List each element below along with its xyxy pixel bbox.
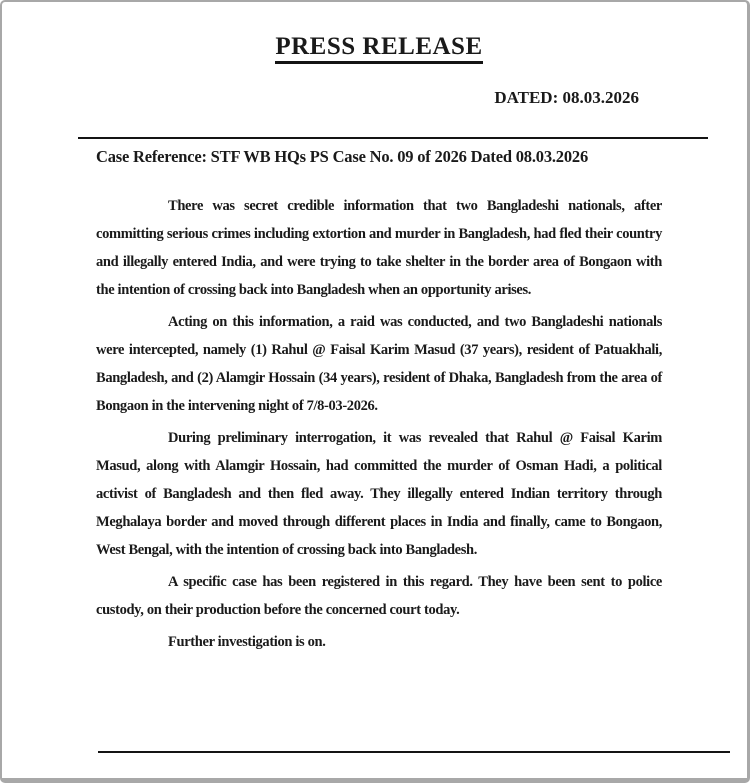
dated-line: DATED: 08.03.2026 xyxy=(494,88,639,107)
paragraph-further-investigation: Further investigation is on. xyxy=(168,634,326,650)
case-reference-line: Case Reference: STF WB HQs PS Case No. 09 of 2026 Dated 08.03.2026 xyxy=(96,147,588,166)
paragraph-secret-information: There was secret credible information that two Bangladeshi nationals, after committing serious crimes including extortion and murder in Bangladesh, had fled their country and illegally entered India, and were trying to take shelter in the border area of Bongaon with the intention of crossing back into Bangladesh when an opportunity arises. xyxy=(96,198,662,298)
header-divider xyxy=(78,137,708,139)
paragraph-case-registered: A specific case has been registered in this regard. They have been sent to police custody, on their production before the concerned court today. xyxy=(96,574,662,618)
paragraph-interrogation: During preliminary interrogation, it was revealed that Rahul @ Faisal Karim Masud, along with Alamgir Hossain, had committed the murder of Osman Hadi, a political activist of Bangladesh and then fled away. They illegally entered Indian territory through Meghalaya border and moved through different places in India and finally, came to Bongaon, West Bengal, with the intention of crossing back into Bangladesh. xyxy=(96,430,662,558)
document-title-text: PRESS RELEASE xyxy=(275,33,482,64)
document-title xyxy=(96,33,662,61)
paragraph-raid-interception: Acting on this information, a raid was conducted, and two Bangladeshi nationals were intercepted, namely (1) Rahul @ Faisal Karim Masud (37 years), resident of Patuakhali, Bangladesh, and (2) Alamgir Hossain (34 years), resident of Dhaka, Bangladesh from the area of Bongaon in the intervening night of 7/8-03-2026. xyxy=(96,314,662,414)
document-body xyxy=(96,192,662,656)
footer-divider xyxy=(98,751,730,753)
